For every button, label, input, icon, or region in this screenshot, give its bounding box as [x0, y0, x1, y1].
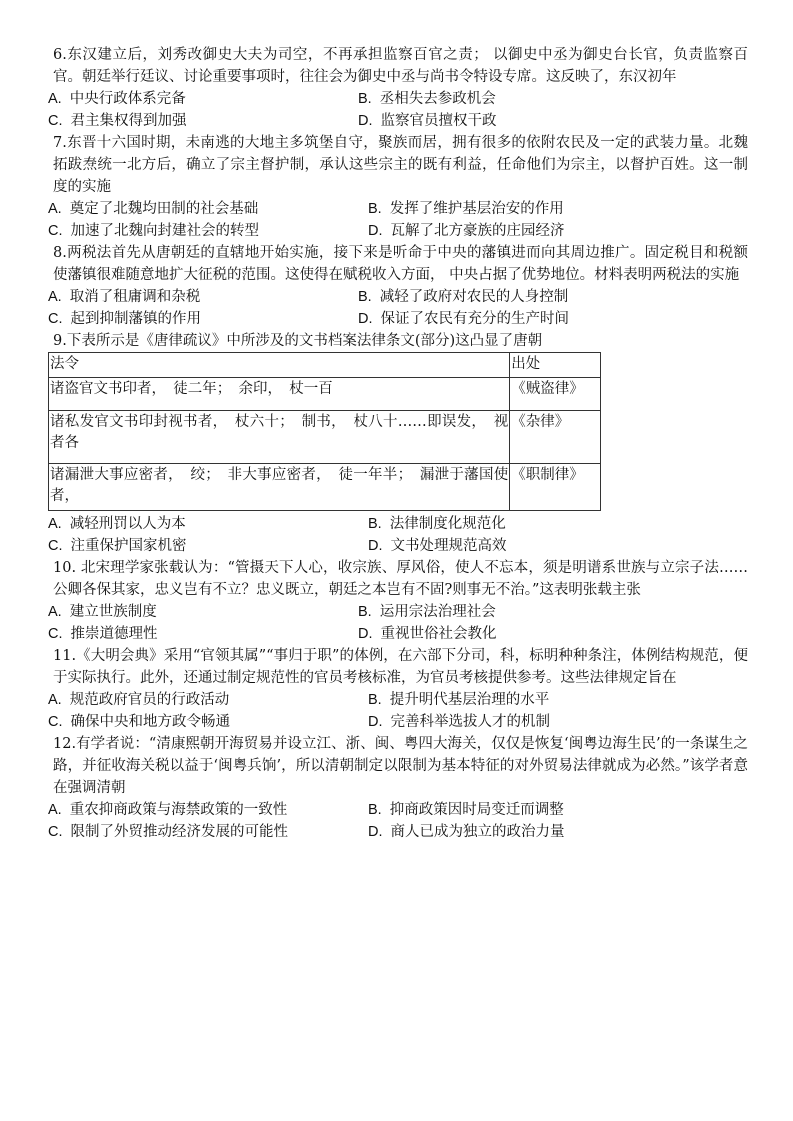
question-12	[48, 733, 748, 843]
table-cell: 诸漏泄大事应密者， 绞； 非大事应密者， 徒一年半； 漏泄于藩国使者，	[49, 464, 510, 511]
answer-options	[48, 286, 748, 330]
option-d[interactable]: D. 监察官员擅权干政	[358, 113, 497, 129]
option-b[interactable]: B. 丞相失去参政机会	[358, 91, 496, 107]
question-stem: 6.东汉建立后，刘秀改御史大夫为司空，不再承担监察百官之责； 以御史中丞为御史台长官，负责监察百官。朝廷举行廷议、讨论重要事项时，往往会为御史中丞与尚书令特设专席。这反映了，东汉初年	[53, 47, 748, 85]
option-b[interactable]: B. 抑商政策因时局变迁而调整	[368, 802, 564, 818]
option-b[interactable]: B. 减轻了政府对农民的人身控制	[358, 289, 569, 305]
option-d[interactable]: D. 瓦解了北方豪族的庄园经济	[368, 223, 565, 239]
question-stem: 7.东晋十六国时期，未南逃的大地主多筑堡自守，聚族而居，拥有很多的依附农民及一定的武装力量。北魏拓跋焘统一北方后，确立了宗主督护制，承认这些宗主的既有利益，任命他们为宗主，以督护百姓。这一制度的实施	[53, 135, 748, 195]
table-cell: 诸盗官文书印者， 徒二年； 余印， 杖一百	[49, 378, 510, 411]
option-a[interactable]: A. 奠定了北魏均田制的社会基础	[48, 201, 259, 217]
option-b[interactable]: B. 提升明代基层治理的水平	[368, 692, 550, 708]
option-d[interactable]: D. 完善科举选拔人才的机制	[368, 714, 550, 730]
question-stem: 10. 北宋理学家张载认为：“管摄天下人心，收宗族、厚风俗，使人不忘本，须是明谱系世族与立宗子法……公卿各保其家，忠义岂有不立？忠义既立，朝廷之本岂有不固?则事无不治。”这表明张载主张	[53, 560, 748, 598]
table-header: 出处	[510, 353, 601, 378]
option-c[interactable]: C. 君主集权得到加强	[48, 113, 187, 129]
answer-options	[48, 88, 748, 132]
option-d[interactable]: D. 保证了农民有充分的生产时间	[358, 311, 569, 327]
option-d[interactable]: D. 重视世俗社会教化	[358, 626, 497, 642]
option-c[interactable]: C. 确保中央和地方政令畅通	[48, 714, 230, 730]
answer-options	[48, 601, 748, 645]
option-d[interactable]: D. 商人已成为独立的政治力量	[368, 824, 565, 840]
table-cell: 《杂律》	[510, 411, 601, 464]
question-9	[48, 330, 748, 557]
option-a[interactable]: A. 规范政府官员的行政活动	[48, 692, 230, 708]
answer-options	[48, 198, 748, 242]
question-stem: 8.两税法首先从唐朝廷的直辖地开始实施，接下来是听命于中央的藩镇进而向其周边推广。固定税目和税额使藩镇很难随意地扩大征税的范围。这使得在赋税收入方面， 中央占据了优势地位。材料表明两税法的实施	[53, 245, 748, 283]
question-stem: 11.《大明会典》采用“官领其属”“事归于职”的体例，在六部下分司，科，标明种种条注，体例结构规范，便于实际执行。此外，还通过制定规范性的官员考核标准，为官员考核提供参考。这些法律规定旨在	[53, 648, 748, 686]
option-c[interactable]: C. 限制了外贸推动经济发展的可能性	[48, 824, 288, 840]
answer-options	[48, 799, 748, 843]
option-a[interactable]: A. 减轻刑罚以人为本	[48, 516, 186, 532]
table-row	[49, 464, 601, 511]
question-stem: 12.有学者说：“清康熙朝开海贸易并设立江、浙、闽、粤四大海关，仅仅是恢复‘闽粤边海生民’的一条谋生之路，并征收海关税以益于‘闽粤兵饷’，所以清朝制定以限制为基本特征的对外贸易法律就成为必然。”该学者意在强调清朝	[53, 736, 748, 796]
table-header-row	[49, 353, 601, 378]
table-cell: 《贼盗律》	[510, 378, 601, 411]
answer-options	[48, 513, 748, 557]
question-stem: 9.下表所示是《唐律疏议》中所涉及的文书档案法律条文(部分)这凸显了唐朝	[53, 333, 543, 349]
option-c[interactable]: C. 推崇道德理性	[48, 626, 158, 642]
table-header: 法令	[49, 353, 510, 378]
table-cell: 《职制律》	[510, 464, 601, 511]
question-11	[48, 645, 748, 733]
option-a[interactable]: A. 重农抑商政策与海禁政策的一致性	[48, 802, 288, 818]
option-b[interactable]: B. 法律制度化规范化	[368, 516, 506, 532]
table-row	[49, 411, 601, 464]
option-d[interactable]: D. 文书处理规范高效	[368, 538, 507, 554]
option-b[interactable]: B. 运用宗法治理社会	[358, 604, 496, 620]
question-6	[48, 44, 748, 132]
option-a[interactable]: A. 建立世族制度	[48, 604, 157, 620]
table-cell: 诸私发官文书印封视书者， 杖六十； 制书， 杖八十……即误发， 视者各	[49, 411, 510, 464]
law-table	[48, 352, 601, 511]
question-10	[48, 557, 748, 645]
question-7	[48, 132, 748, 242]
exam-page	[48, 44, 748, 843]
option-b[interactable]: B. 发挥了维护基层治安的作用	[368, 201, 564, 217]
table-row	[49, 378, 601, 411]
answer-options	[48, 689, 748, 733]
question-8	[48, 242, 748, 330]
option-c[interactable]: C. 注重保护国家机密	[48, 538, 187, 554]
option-c[interactable]: C. 加速了北魏向封建社会的转型	[48, 223, 259, 239]
option-a[interactable]: A. 取消了租庸调和杂税	[48, 289, 201, 305]
option-c[interactable]: C. 起到抑制藩镇的作用	[48, 311, 201, 327]
option-a[interactable]: A. 中央行政体系完备	[48, 91, 186, 107]
